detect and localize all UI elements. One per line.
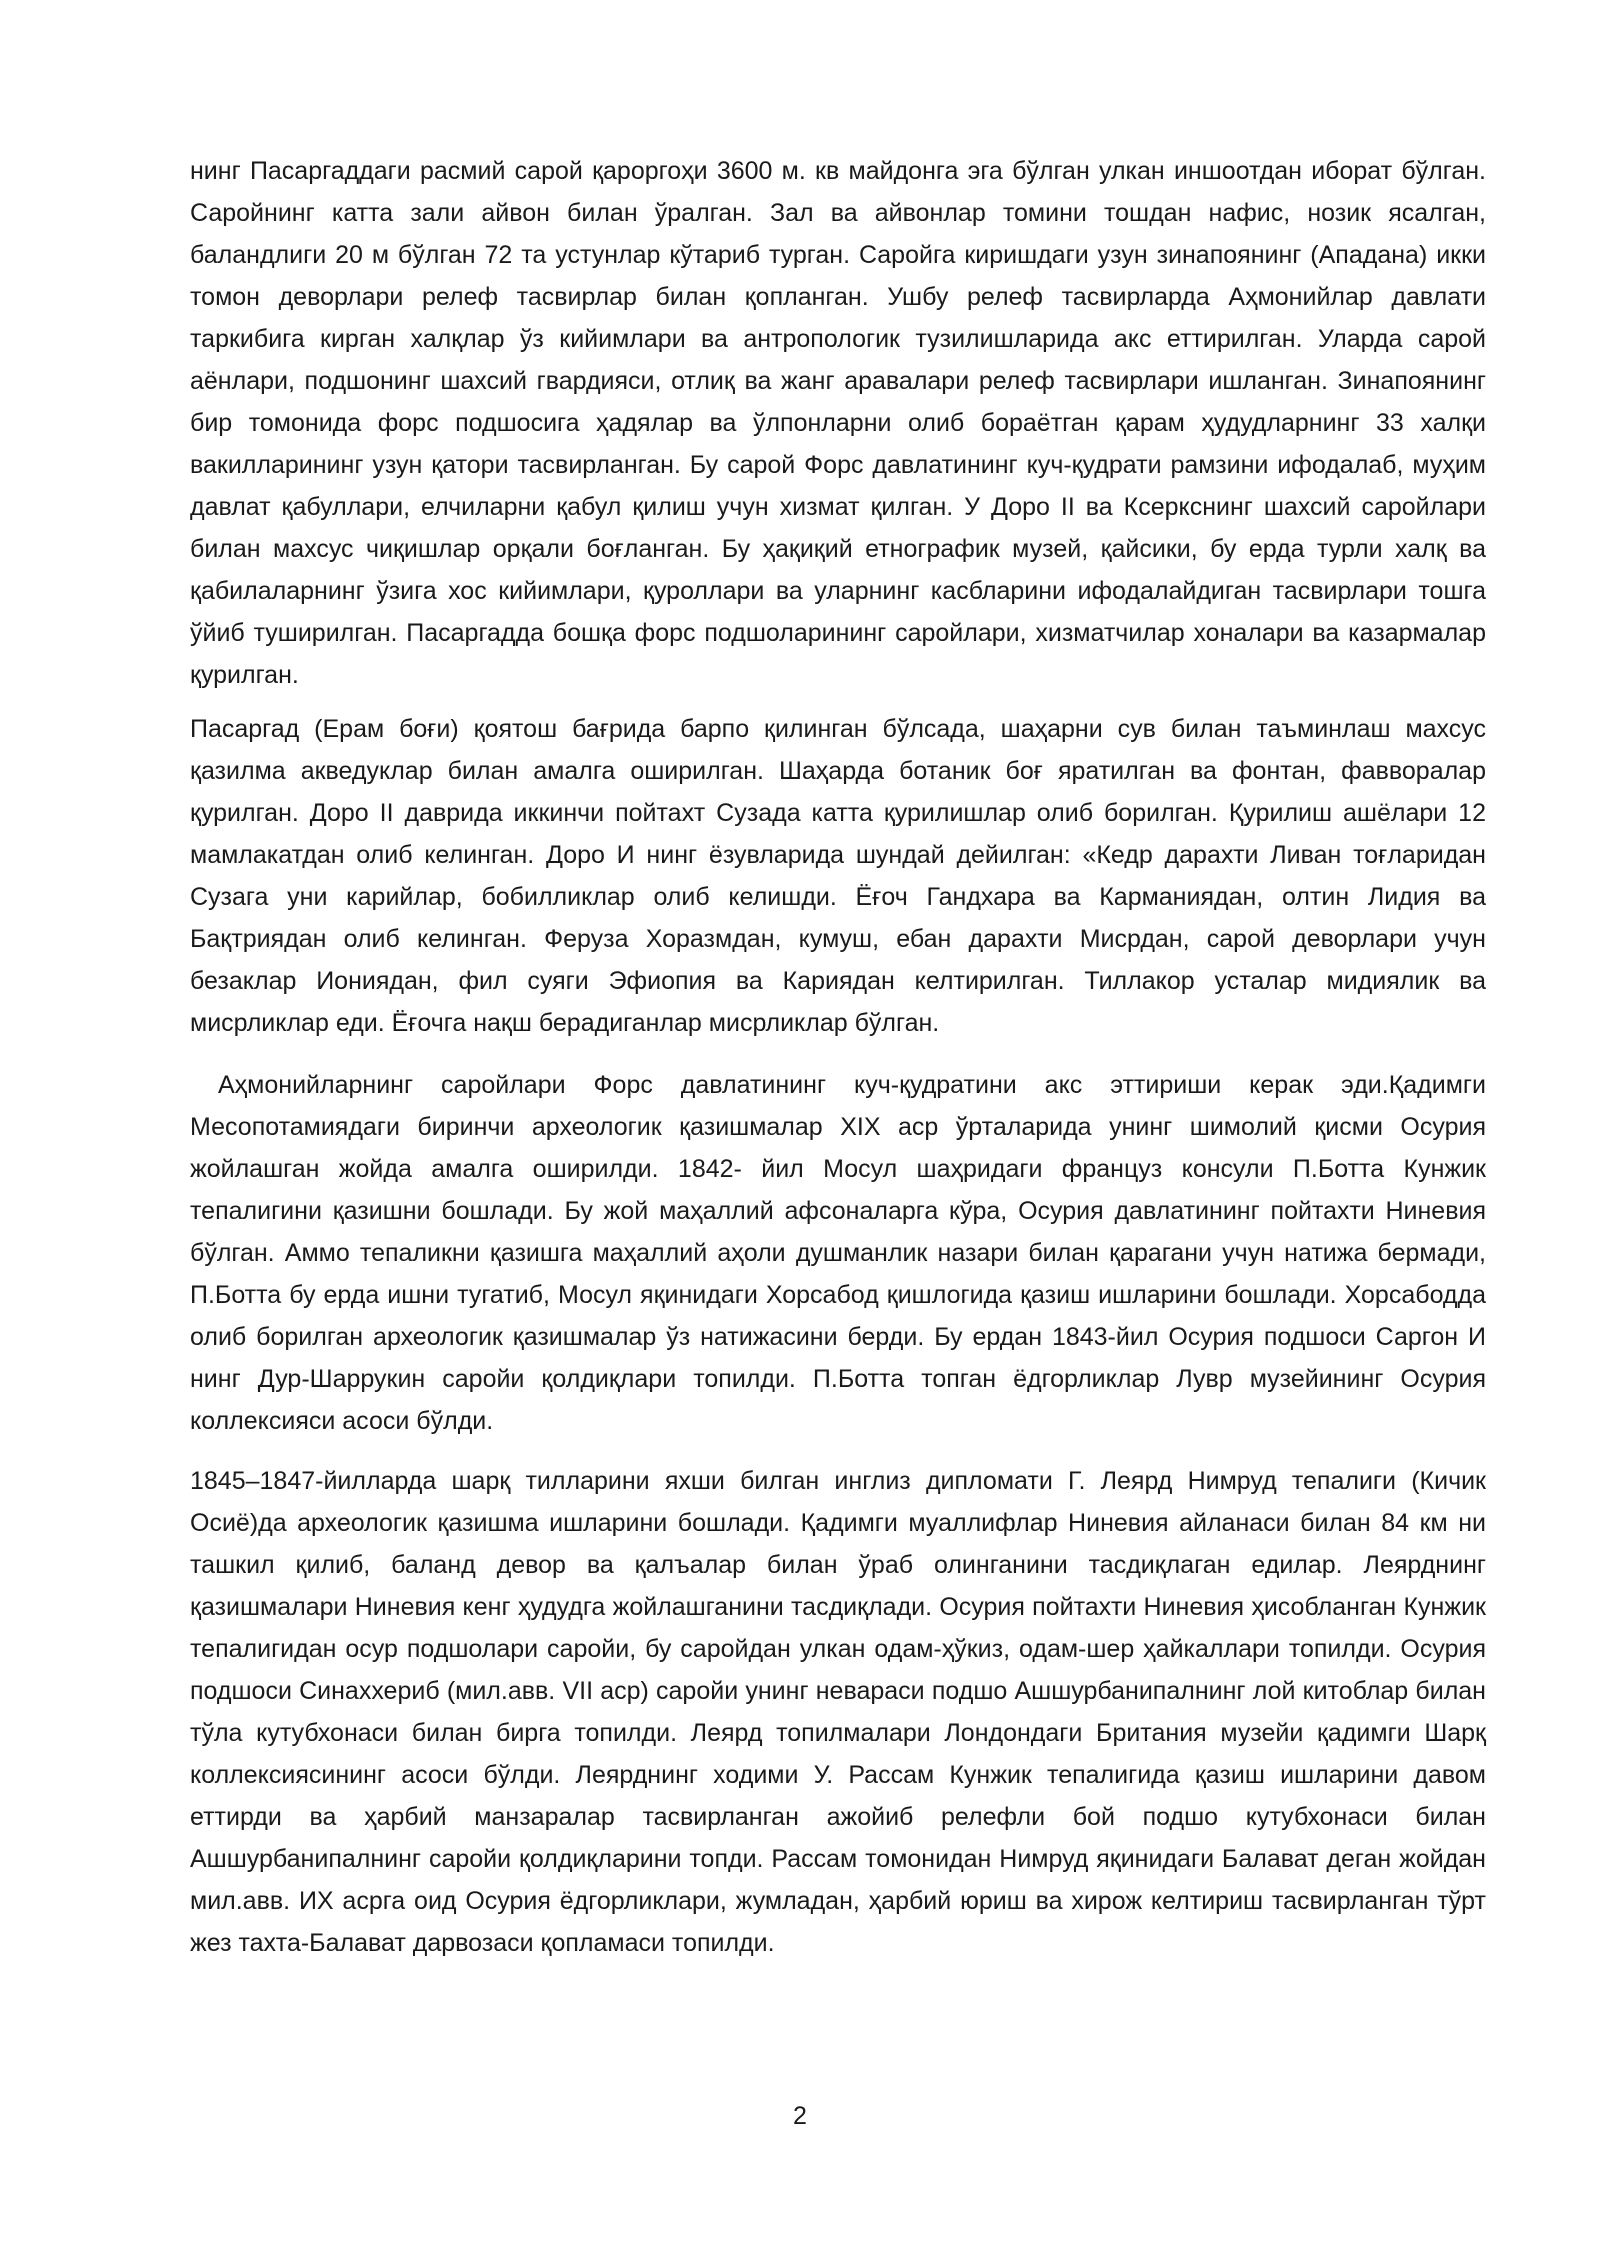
- page-number: 2: [793, 2102, 807, 2130]
- paragraph-1: нинг Пасаргаддаги расмий сарой қароргоҳи 3600 м. кв майдонга эга бўлган улкан иншоотдан иборат бўлган. Саройнинг катта зали айвон билан ўралган. Зал ва айвонлар томини тошдан нафис, нозик ясалган, баландлиги 20 м бўлган 72 та устунлар кўтариб турган. Саройга киришдаги узун зинапоянинг (Ападана) икки томон деворлари релеф тасвирлар билан қопланган. Ушбу релеф тасвирларда Аҳмонийлар давлати таркибига кирган халқлар ўз кийимлари ва антропологик тузилишларида акс еттирилган. Уларда сарой аёнлари, подшонинг шахсий гвардияси, отлиқ ва жанг аравалари релеф тасвирлари ишланган. Зинапоянинг бир томонида форс подшосига ҳадялар ва ўлпонларни олиб бораётган қарам ҳудудларнинг 33 халқи вакилларининг узун қатори тасвирланган. Бу сарой Форс давлатининг куч-қудрати рамзини ифодалаб, муҳим давлат қабуллари, елчиларни қабул қилиш учун хизмат қилган. У Доро II ва Ксеркснинг шахсий саройлари билан махсус чиқишлар орқали боғланган. Бу ҳақиқий етнографик музей, қайсики, бу ерда турли халқ ва қабилаларнинг ўзига хос кийимлари, қуроллари ва уларнинг касбларини ифодалайдиган тасвирлари тошга ўйиб туширилган. Пасаргадда бошқа форс подшоларининг саройлари, хизматчилар хоналари ва казармалар қурилган.: [190, 157, 1486, 689]
- paragraph-3: Аҳмонийларнинг саройлари Форс давлатининг куч-қудратини акс эттириши керак эди.Қадимги Месопотамиядаги биринчи археологик қазишмалар XIX аср ўрталарида унинг шимолий қисми Осурия жойлашган жойда амалга оширилди. 1842- йил Мосул шаҳридаги француз консули П.Ботта Кунжик тепалигини қазишни бошлади. Бу жой маҳаллий афсоналарга кўра, Осурия давлатининг пойтахти Ниневия бўлган. Аммо тепаликни қазишга маҳаллий аҳоли душманлик назари билан қарагани учун натижа бермади, П.Ботта бу ерда ишни тугатиб, Мосул яқинидаги Хорсабод қишлогида қазиш ишларини бошлади. Хорсабодда олиб борилган археологик қазишмалар ўз натижасини берди. Бу ердан 1843-йил Осурия подшоси Саргон И нинг Дур-Шаррукин саройи қолдиқлари топилди. П.Ботта топган ёдгорликлар Лувр музейининг Осурия коллексияси асоси бўлди.: [190, 1071, 1486, 1435]
- paragraph-4: 1845–1847-йилларда шарқ тилларини яхши билган инглиз дипломати Г. Леярд Нимруд тепалиги (Кичик Осиё)да археологик қазишма ишларини бошлади. Қадимги муаллифлар Ниневия айланаси билан 84 км ни ташкил қилиб, баланд девор ва қалъалар билан ўраб олинганини тасдиқлаган едилар. Леярднинг қазишмалари Ниневия кенг ҳудудга жойлашганини тасдиқлади. Осурия пойтахти Ниневия ҳисобланган Кунжик тепалигидан осур подшолари саройи, бу саройдан улкан одам-ҳўкиз, одам-шер ҳайкаллари топилди. Осурия подшоси Синаххериб (мил.авв. VII аср) саройи унинг невараси подшо Ашшурбанипалнинг лой китоблар билан тўла кутубхонаси билан бирга топилди. Леярд топилмалари Лондондаги Британия музейи қадимги Шарқ коллексиясининг асоси бўлди. Леярднинг ходими У. Рассам Кунжик тепалигида қазиш ишларини давом еттирди ва ҳарбий манзаралар тасвирланган ажойиб релефли бой подшо кутубхонаси билан Ашшурбанипалнинг саройи қолдиқларини топди. Рассам томонидан Нимруд яқинидаги Балават деган жойдан мил.авв. ИХ асрга оид Осурия ёдгорликлари, жумладан, ҳарбий юриш ва хирож келтириш тасвирланган тўрт жез тахта-Балават дарвозаси қопламаси топилди.: [190, 1467, 1486, 1957]
- paragraph-2: Пасаргад (Ерам боғи) қоятош бағрида барпо қилинган бўлсада, шаҳарни сув билан таъминлаш махсус қазилма акведуклар билан амалга оширилган. Шаҳарда ботаник боғ яратилган ва фонтан, фавворалар қурилган. Доро II даврида иккинчи пойтахт Сузада катта қурилишлар олиб борилган. Қурилиш ашёлари 12 мамлакатдан олиб келинган. Доро И нинг ёзувларида шундай дейилган: «Кедр дарахти Ливан тоғларидан Сузага уни карийлар, бобилликлар олиб келишди. Ёғоч Гандхара ва Карманиядан, олтин Лидия ва Бақтриядан олиб келинган. Феруза Хоразмдан, кумуш, ебан дарахти Мисрдан, сарой деворлари учун безаклар Иониядан, фил суяги Эфиопия ва Кариядан келтирилган. Тиллакор усталар мидиялик ва мисрликлар еди. Ёғочга нақш берадиганлар мисрликлар бўлган.: [190, 715, 1486, 1037]
